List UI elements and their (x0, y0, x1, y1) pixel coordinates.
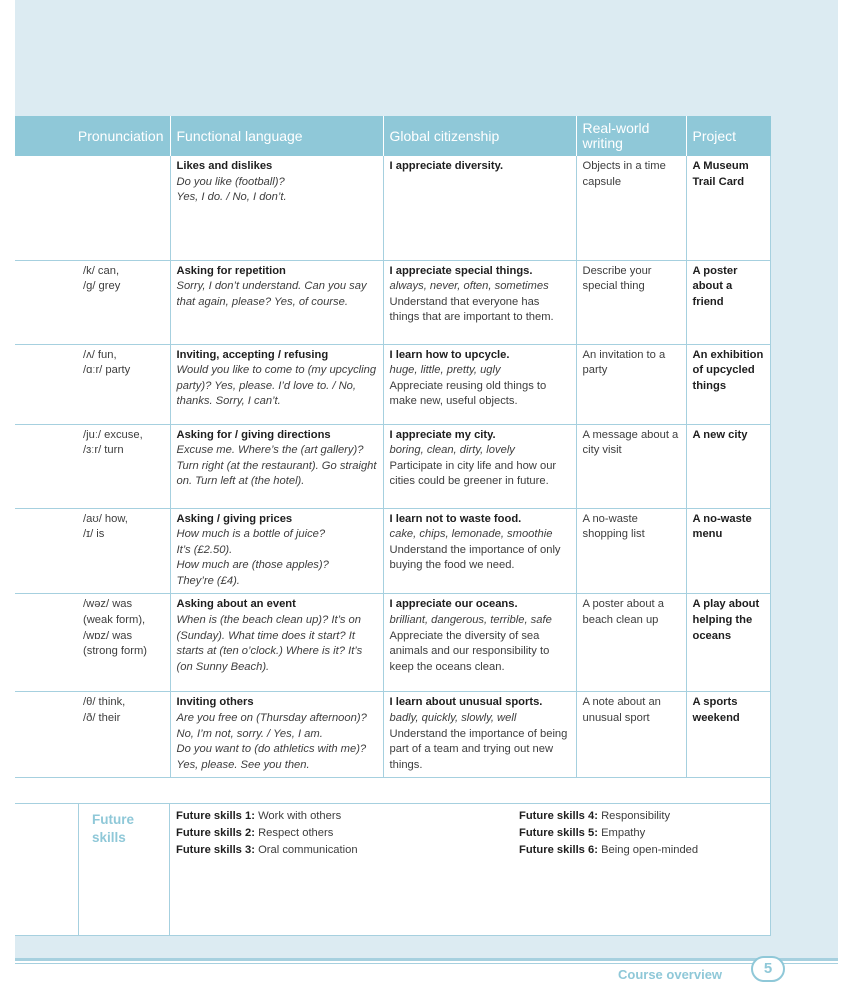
writing-cell (576, 260, 686, 344)
table-row (15, 508, 771, 594)
project-text: A poster about a friend (692, 264, 738, 308)
writing-text: Describe your special thing (582, 264, 652, 293)
project-text: A Museum Trail Card (692, 160, 749, 188)
future-skills-title (92, 811, 152, 847)
writing-cell (576, 692, 686, 778)
pronunciation-cell (15, 424, 170, 508)
global-vocabulary: badly, quickly, slowly, well (389, 712, 517, 725)
pronunciation-line: /wəz/ was (83, 598, 133, 611)
future-skills-heading: Future skills (92, 812, 134, 845)
functional-example: No, I’m not, sorry. / Yes, I am. (176, 727, 323, 740)
writing-cell (576, 156, 686, 260)
table-row (15, 344, 771, 424)
global-title: I learn not to waste food. (389, 512, 522, 525)
pronunciation-line: /ʌ/ fun, (83, 348, 117, 361)
functional-example: Are you free on (Thursday afternoon)? (176, 712, 367, 725)
writing-text: An invitation to a party (582, 348, 666, 377)
functional-example: Would you like to come to (my upcycling party)? Yes, please. I’d love to. / No, thanks. Sorry, I can’t. (176, 364, 377, 408)
writing-text: A no-waste shopping list (582, 512, 645, 541)
header-real-world-writing: Real-world writing (576, 116, 686, 156)
writing-text: A note about an unusual sport (582, 696, 661, 725)
project-cell (686, 260, 771, 344)
footer-section-label: Course overview (618, 967, 723, 982)
global-title: I appreciate special things. (389, 264, 533, 277)
project-cell (686, 424, 771, 508)
project-text: An exhibition of upcycled things (692, 348, 764, 392)
functional-language-cell (170, 594, 383, 692)
future-skill-item (176, 842, 358, 859)
writing-cell (576, 344, 686, 424)
global-description: Appreciate reusing old things to make new, useful objects. (389, 379, 547, 408)
project-cell (686, 594, 771, 692)
global-title: I learn how to upcycle. (389, 348, 510, 361)
future-skill-label: Future skills 4: (519, 810, 598, 822)
functional-language-cell (170, 508, 383, 594)
writing-cell (576, 424, 686, 508)
future-skill-value: Being open-minded (601, 844, 699, 856)
future-skill-item (519, 842, 698, 859)
pronunciation-cell (15, 692, 170, 778)
project-text: A play about helping the oceans (692, 598, 760, 642)
pronunciation-line: /wɒz/ was (83, 629, 133, 642)
header-functional-language: Functional language (170, 116, 383, 156)
functional-example: How much is a bottle of juice? (176, 528, 326, 541)
functional-title: Asking / giving prices (176, 512, 293, 525)
course-overview-table (15, 116, 771, 778)
pronunciation-line: /aʊ/ how, (83, 512, 128, 525)
global-description: Understand the importance of being part of a team and trying out new things. (389, 727, 568, 771)
global-title: I appreciate diversity. (389, 160, 504, 172)
future-skill-value: Respect others (258, 827, 334, 839)
pronunciation-line: /θ/ think, (83, 696, 126, 709)
functional-language-cell (170, 156, 383, 260)
project-text: A sports weekend (692, 696, 740, 725)
functional-title: Inviting others (176, 696, 254, 709)
header-pronunciation: Pronunciation (15, 116, 170, 156)
functional-title: Asking about an event (176, 598, 296, 611)
pronunciation-cell (15, 260, 170, 344)
pronunciation-line: /ɪ/ is (83, 528, 105, 541)
footer-rule-thin (15, 963, 838, 964)
functional-language-cell (170, 344, 383, 424)
functional-example: Do you want to (do athletics with me)? (176, 743, 367, 756)
global-title: I learn about unusual sports. (389, 696, 543, 709)
pronunciation-line: (strong form) (83, 645, 148, 658)
functional-example: How much are (those apples)? (176, 559, 329, 572)
functional-example: They’re (£4). (176, 574, 240, 587)
project-cell (686, 156, 771, 260)
global-vocabulary: cake, chips, lemonade, smoothie (389, 528, 553, 541)
pronunciation-line: /juː/ excuse, (83, 428, 143, 441)
future-skill-label: Future skills 2: (176, 827, 255, 839)
project-text: A new city (692, 428, 748, 441)
table-header-row (15, 116, 771, 156)
pronunciation-cell (15, 594, 170, 692)
global-citizenship-cell (383, 424, 576, 508)
page-number: 5 (751, 956, 785, 982)
pronunciation-cell (15, 156, 170, 260)
writing-text: A message about a city visit (582, 428, 679, 457)
pronunciation-line: /ɜːr/ turn (83, 444, 124, 457)
global-title: I appreciate my city. (389, 428, 496, 441)
functional-example: When is (the beach clean up)? It’s on (Sunday). What time does it start? It starts at (ten o’clock.) Where is it? It’s (on Sunny Beach). (176, 614, 363, 673)
pronunciation-line: /k/ can, (83, 264, 120, 277)
future-skill-item (176, 825, 358, 842)
future-skill-label: Future skills 3: (176, 844, 255, 856)
writing-text: Objects in a time capsule (582, 160, 666, 188)
functional-title: Likes and dislikes (176, 160, 273, 172)
table-row (15, 594, 771, 692)
global-title: I appreciate our oceans. (389, 598, 518, 611)
functional-title: Asking for repetition (176, 264, 286, 277)
writing-cell (576, 508, 686, 594)
future-skills-list-right (519, 808, 698, 859)
pronunciation-line: (weak form), (83, 614, 146, 627)
pronunciation-line: /g/ grey (83, 280, 121, 293)
table-row (15, 692, 771, 778)
functional-example: Yes, please. See you then. (176, 758, 310, 771)
table-row (15, 260, 771, 344)
global-citizenship-cell (383, 594, 576, 692)
global-vocabulary: always, never, often, sometimes (389, 280, 549, 293)
future-skills-list-left (176, 808, 358, 859)
pronunciation-cell (15, 344, 170, 424)
functional-language-cell (170, 260, 383, 344)
project-cell (686, 508, 771, 594)
global-citizenship-cell (383, 692, 576, 778)
future-skill-value: Work with others (258, 810, 342, 822)
project-cell (686, 344, 771, 424)
writing-text: A poster about a beach clean up (582, 598, 664, 627)
global-vocabulary: boring, clean, dirty, lovely (389, 444, 515, 457)
pronunciation-line: /ð/ their (83, 712, 121, 725)
future-skill-item (176, 808, 358, 825)
global-citizenship-cell (383, 260, 576, 344)
global-vocabulary: huge, little, pretty, ugly (389, 364, 501, 377)
footer-rule (15, 958, 838, 961)
functional-example: It’s (£2.50). (176, 543, 233, 556)
project-text: A no-waste menu (692, 512, 752, 541)
future-skill-label: Future skills 1: (176, 810, 255, 822)
global-description: Appreciate the diversity of sea animals and our responsibility to keep the oceans clean. (389, 629, 550, 673)
global-description: Participate in city life and how our cities could be greener in future. (389, 459, 557, 488)
table-row (15, 156, 771, 260)
pronunciation-line: /ɑːr/ party (83, 364, 131, 377)
project-cell (686, 692, 771, 778)
functional-example: Sorry, I don’t understand. Can you say that again, please? Yes, of course. (176, 280, 367, 308)
header-global-citizenship: Global citizenship (383, 116, 576, 156)
writing-cell (576, 594, 686, 692)
header-project: Project (686, 116, 771, 156)
global-description: Understand the importance of only buying the food we need. (389, 543, 561, 572)
global-citizenship-cell (383, 508, 576, 594)
future-skill-value: Empathy (601, 827, 646, 839)
global-citizenship-cell (383, 344, 576, 424)
functional-title: Asking for / giving directions (176, 428, 331, 441)
functional-title: Inviting, accepting / refusing (176, 348, 329, 361)
future-skill-label: Future skills 6: (519, 844, 598, 856)
functional-example: Yes, I do. / No, I don’t. (176, 191, 287, 204)
future-skill-value: Responsibility (601, 810, 671, 822)
functional-language-cell (170, 424, 383, 508)
future-skill-label: Future skills 5: (519, 827, 598, 839)
future-skill-item (519, 825, 698, 842)
functional-example: Do you like (football)? (176, 175, 285, 188)
future-skill-value: Oral communication (258, 844, 358, 856)
global-vocabulary: brilliant, dangerous, terrible, safe (389, 614, 552, 627)
future-skill-item (519, 808, 698, 825)
pronunciation-cell (15, 508, 170, 594)
functional-example: Excuse me. Where’s the (art gallery)? Turn right (at the restaurant). Go straight on. Turn left at (the hotel). (176, 444, 377, 488)
global-citizenship-cell (383, 156, 576, 260)
global-description: Understand that everyone has things that are important to them. (389, 295, 554, 324)
functional-language-cell (170, 692, 383, 778)
table-spacer-row (15, 776, 771, 804)
table-row (15, 424, 771, 508)
